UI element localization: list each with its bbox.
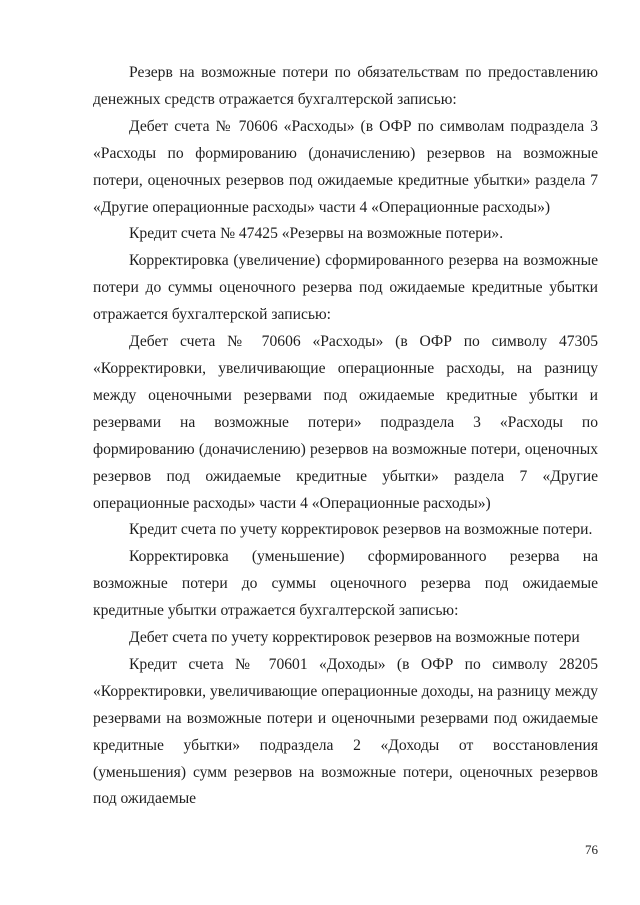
paragraph-adjustment-decrease: Корректировка (уменьшение) сформированного резерва на возможные потери до суммы оценочного резерва под ожидаемые кредитные убытки отражается бухгалтерской записью: bbox=[93, 548, 598, 620]
paragraph-adjustment-increase: Корректировка (увеличение) сформированного резерва на возможные потери до суммы оценочного резерва под ожидаемые кредитные убытки отражается бухгалтерской записью: bbox=[93, 252, 598, 324]
paragraph-credit-adjustments: Кредит счета по учету корректировок резервов на возможные потери. bbox=[129, 521, 593, 539]
paragraph-debit-adjustments: Дебет счета по учету корректировок резервов на возможные потери bbox=[129, 629, 580, 647]
paragraph-reserve-intro: Резерв на возможные потери по обязательствам по предоставлению денежных средств отражается бухгалтерской записью: bbox=[93, 64, 598, 108]
paragraph-credit-47425: Кредит счета № 47425 «Резервы на возможные потери». bbox=[129, 225, 504, 243]
paragraph-debit-70606-b: Дебет счета № 70606 «Расходы» (в ОФР по символу 47305 «Корректировки, увеличивающие операционные расходы, на разницу между оценочными резервами под ожидаемые кредитные убытки и резервами на возможные потери» подраздела 3 «Расходы по формированию (доначислению) резервов на возможные потери, оценочных резервов под ожидаемые кредитные убытки» раздела 7 «Другие операционные расходы» части 4 «Операционные расходы») bbox=[93, 333, 598, 512]
page-number: 76 bbox=[585, 842, 598, 857]
paragraph-debit-70606-a: Дебет счета № 70606 «Расходы» (в ОФР по символам подраздела 3 «Расходы по формированию (доначислению) резервов на возможные потери, оценочных резервов под ожидаемые кредитные убытки» раздела 7 «Другие операционные расходы» части 4 «Операционные расходы») bbox=[93, 117, 598, 216]
document-body bbox=[93, 60, 598, 813]
paragraph-credit-70601: Кредит счета № 70601 «Доходы» (в ОФР по символу 28205 «Корректировки, увеличивающие операционные доходы, на разницу между резервами на возможные потери и оценочными резервами под ожидаемые кредитные убытки» подраздела 2 «Доходы от восстановления (уменьшения) сумм резервов на возможные потери, оценочных резервов под ожидаемые bbox=[93, 655, 598, 808]
